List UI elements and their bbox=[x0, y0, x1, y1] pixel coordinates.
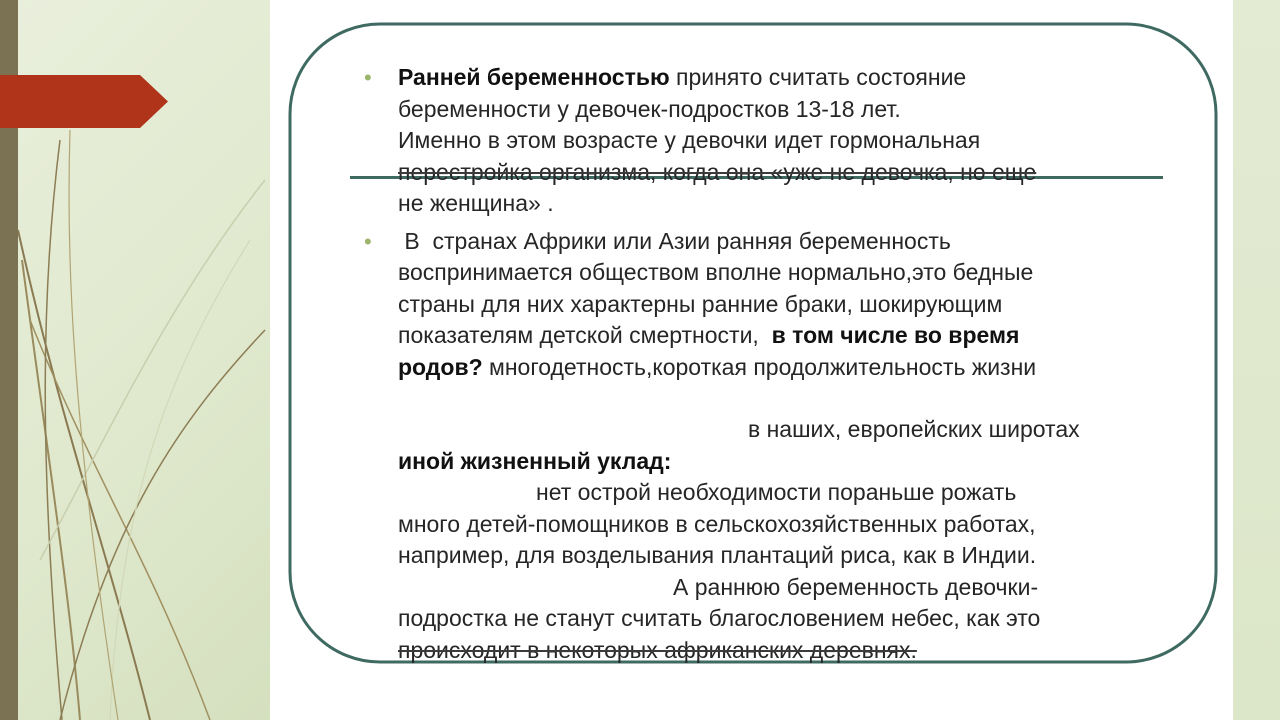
p2-line-3: страны для них характерны ранние браки, шокирующим bbox=[398, 290, 1003, 317]
p2-line-7-bold: иной жизненный уклад: bbox=[398, 447, 672, 474]
p2-line-13: происходит в некоторых африканских деревнях. bbox=[398, 636, 917, 663]
p1-bold-term: Ранней беременностью bbox=[398, 64, 670, 90]
p2-line-2: воспринимается обществом вполне нормально,это бедные bbox=[398, 259, 1034, 285]
p2-line-5-text: многодетность,короткая продолжительность жизни bbox=[482, 353, 1037, 380]
p1-line-4: перестройка организма, когда она «уже не девочка, но еще bbox=[398, 158, 1037, 185]
right-decor-panel bbox=[1233, 0, 1280, 720]
p2-line-4 bbox=[398, 320, 1178, 352]
p2-line-1: В странах Африки или Азии ранняя беременность bbox=[398, 227, 951, 254]
p2-line-4-bold: в том числе во время bbox=[771, 322, 1020, 348]
red-arrow-shape bbox=[0, 75, 168, 128]
bullet-icon: • bbox=[364, 65, 372, 90]
p1-line-5: не женщина» . bbox=[398, 190, 554, 216]
p2-line-9: много детей-помощников в сельскохозяйственных работах, bbox=[398, 510, 1036, 537]
slide-text bbox=[364, 62, 1178, 666]
p2-line-6: в наших, европейских широтах bbox=[748, 416, 1080, 442]
p2-line-11: А раннюю беременность девочки- bbox=[673, 573, 1039, 600]
p2-line-8: нет острой необходимости пораньше рожать bbox=[536, 479, 1017, 505]
paragraph-1 bbox=[364, 62, 1178, 220]
p2-line-10: например, для возделывания плантаций риса, как в Индии. bbox=[398, 542, 1037, 568]
p2-line-7 bbox=[398, 446, 1178, 478]
p1-line-1 bbox=[398, 62, 1178, 94]
p1-line-2: беременности у девочек-подростков 13-18 лет. bbox=[398, 95, 901, 122]
p2-line-5 bbox=[398, 352, 1178, 384]
p1-text-1: принято считать состояние bbox=[669, 64, 967, 90]
p2-line-5-bold: родов? bbox=[398, 353, 483, 380]
p2-line-12: подростка не станут считать благословением небес, как это bbox=[398, 605, 1041, 631]
bullet-icon: • bbox=[364, 228, 372, 254]
paragraph-2 bbox=[364, 226, 1178, 667]
p2-line-4-text: показателям детской смертности, bbox=[398, 322, 772, 348]
p1-line-3: Именно в этом возрасте у девочки идет гормональная bbox=[398, 127, 981, 153]
